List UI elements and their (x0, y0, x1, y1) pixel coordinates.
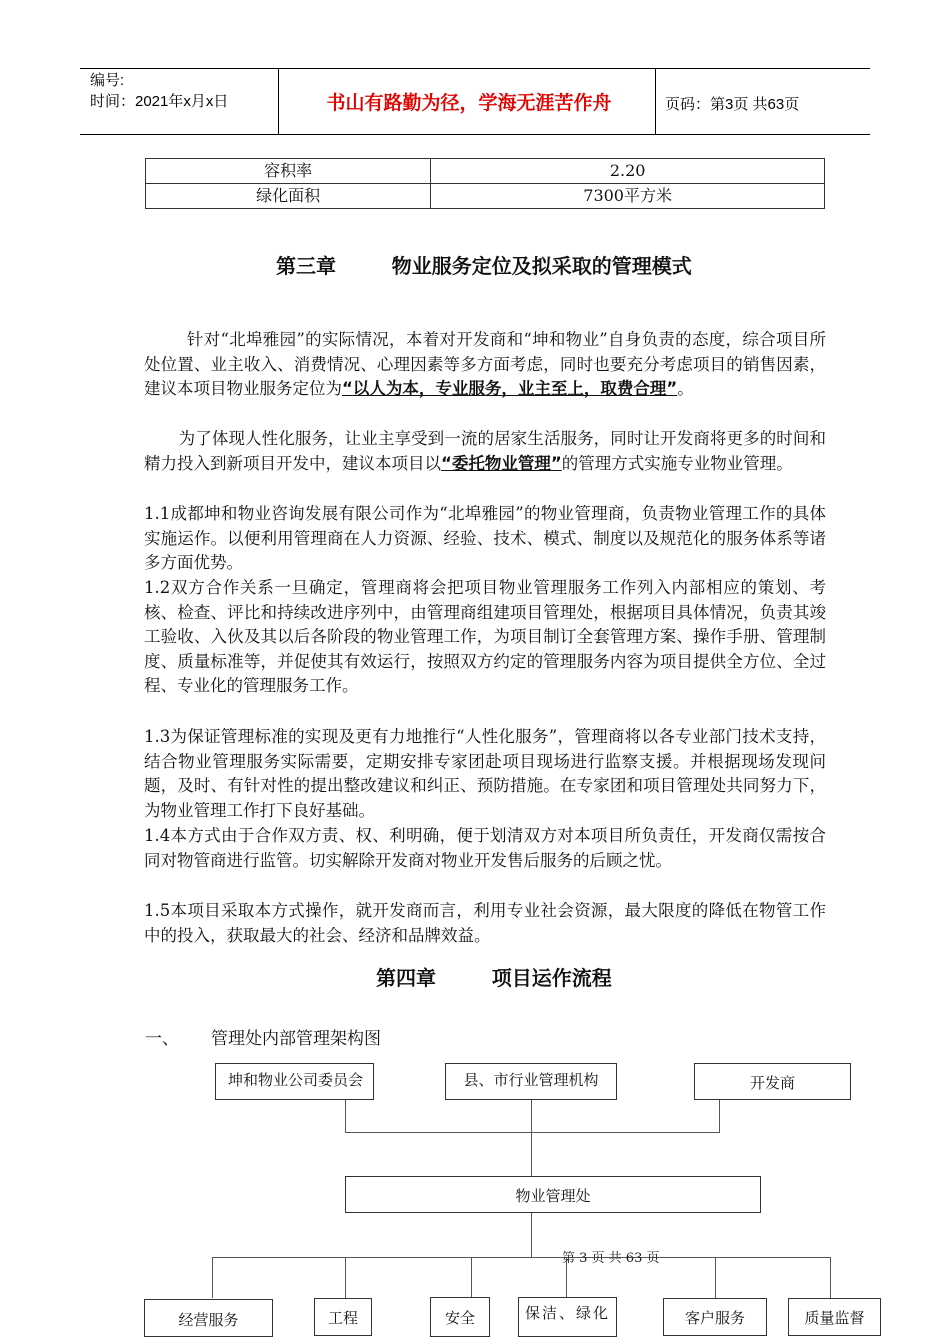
p1-end: 。 (677, 379, 694, 398)
connector (345, 1100, 346, 1132)
header-bottom-rule (80, 134, 870, 135)
org-box-engineering: 工程 (314, 1298, 372, 1336)
org-box-committee: 坤和物业公司委员会 (215, 1063, 374, 1100)
list-item-1-5: 1.5本项目采取本方式操作，就开发商而言，利用专业社会资源，最大限度的降低在物管工作中的投入，获取最大的社会、经济和品牌效益。 (144, 901, 826, 945)
p2-end: 的管理方式实施专业物业管理。 (561, 453, 793, 473)
p1-emphasis: “以人为本，专业服务，业主至上，取费合理” (342, 379, 678, 398)
connector (471, 1257, 472, 1298)
page-footer: 第 3 页 共 63 页 (562, 1251, 660, 1266)
connector (212, 1257, 831, 1258)
header-divider-right (655, 68, 656, 135)
number-label: 编号: (90, 72, 125, 89)
list-item-1-3: 1.3为保证管理标准的实现及更有力地推行“人性化服务”，管理商将以各专业部门技术支持，结合物业管理服务实际需要，定期安排专家团赴项目现场进行监察支援。并根据现场发现问题，及时、有针对性的提出整改建议和纠正、预防措施。在专家团和项目管理处共同努力下，为物业管理工作打下良好基础。 (144, 727, 826, 820)
connector (345, 1132, 720, 1133)
chapter3-title: 第三章 物业服务定位及拟采取的管理模式 (276, 254, 692, 278)
org-box-developer: 开发商 (694, 1063, 851, 1100)
org-box-authority: 县、市行业管理机构 (445, 1063, 617, 1100)
chapter3-paragraph-2 (144, 427, 826, 476)
table-cell-value: 7300平方米 (431, 184, 825, 209)
header-meta (90, 70, 228, 112)
table-row (146, 184, 825, 209)
org-box-cleaning-greening: 保洁、绿化 (518, 1297, 617, 1337)
header-page-info: 页码：第3页 共63页 (665, 96, 800, 113)
list-item-1-2: 1.2双方合作关系一旦确定，管理商将会把项目物业管理服务工作列入内部相应的策划、考核、检查、评比和持续改进序列中，由管理商组建项目管理处，根据项目具体情况，负责其竣工验收、入伙及其以后各阶段的物业管理工作，为项目制订全套管理方案、操作手册、管理制度、质量标准等，并促使其有效运行，按照双方约定的管理服务内容为项目提供全方位、全过程、专业化的管理服务工作。 (144, 578, 826, 695)
section-number: 一、 (145, 1029, 179, 1049)
org-box-security: 安全 (430, 1297, 490, 1337)
connector (830, 1257, 831, 1298)
org-box-business-service: 经营服务 (144, 1299, 273, 1337)
project-info-table (145, 158, 825, 209)
connector (531, 1100, 532, 1132)
list-item-1-4: 1.4本方式由于合作双方责、权、利明确，便于划清双方对本项目所负责任，开发商仅需按合同对物管商进行监管。切实解除开发商对物业开发售后服务的后顾之忧。 (144, 826, 826, 870)
org-box-quality-supervision: 质量监督 (788, 1298, 881, 1336)
connector (212, 1257, 213, 1298)
chapter3-paragraph-1 (144, 328, 826, 402)
org-box-customer-service: 客户服务 (663, 1298, 767, 1336)
p2-emphasis: “委托物业管理” (441, 453, 562, 473)
connector (531, 1213, 532, 1257)
table-cell-value: 2.20 (431, 159, 825, 184)
header-top-rule (80, 68, 870, 69)
time-label: 时间：2021年x月x日 (90, 93, 229, 110)
header-divider-left (278, 68, 279, 135)
table-cell-label: 容积率 (146, 159, 431, 184)
org-box-management-office: 物业管理处 (345, 1176, 761, 1213)
section-heading (145, 1024, 381, 1049)
connector (531, 1132, 532, 1176)
p2-text: 为了体现人性化服务，让业主享受到一流的居家生活服务，同时让开发商将更多的时间和精力投入到新项目开发中，建议本项目以 (144, 429, 826, 473)
connector (345, 1257, 346, 1298)
chapter4-title: 第四章 项目运作流程 (376, 966, 612, 990)
table-row (146, 159, 825, 184)
list-item-1-1: 1.1成都坤和物业咨询发展有限公司作为“北埠雅园”的物业管理商，负责物业管理工作的具体实施运作。以便利用管理商在人力资源、经验、技术、模式、制度以及规范化的服务体系等诸多方面优势。 (144, 504, 826, 572)
connector (719, 1100, 720, 1132)
table-cell-label: 绿化面积 (146, 184, 431, 209)
section-title: 管理处内部管理架构图 (211, 1029, 381, 1049)
connector (715, 1257, 716, 1298)
p1-text: 针对“北埠雅园”的实际情况，本着对开发商和“坤和物业”自身负责的态度，综合项目所处位置、业主收入、消费情况、心理因素等多方面考虑，同时也要充分考虑项目的销售因素，建议本项目物业服务定位为 (144, 330, 826, 398)
header-motto: 书山有路勤为径，学海无涯苦作舟 (326, 92, 612, 114)
